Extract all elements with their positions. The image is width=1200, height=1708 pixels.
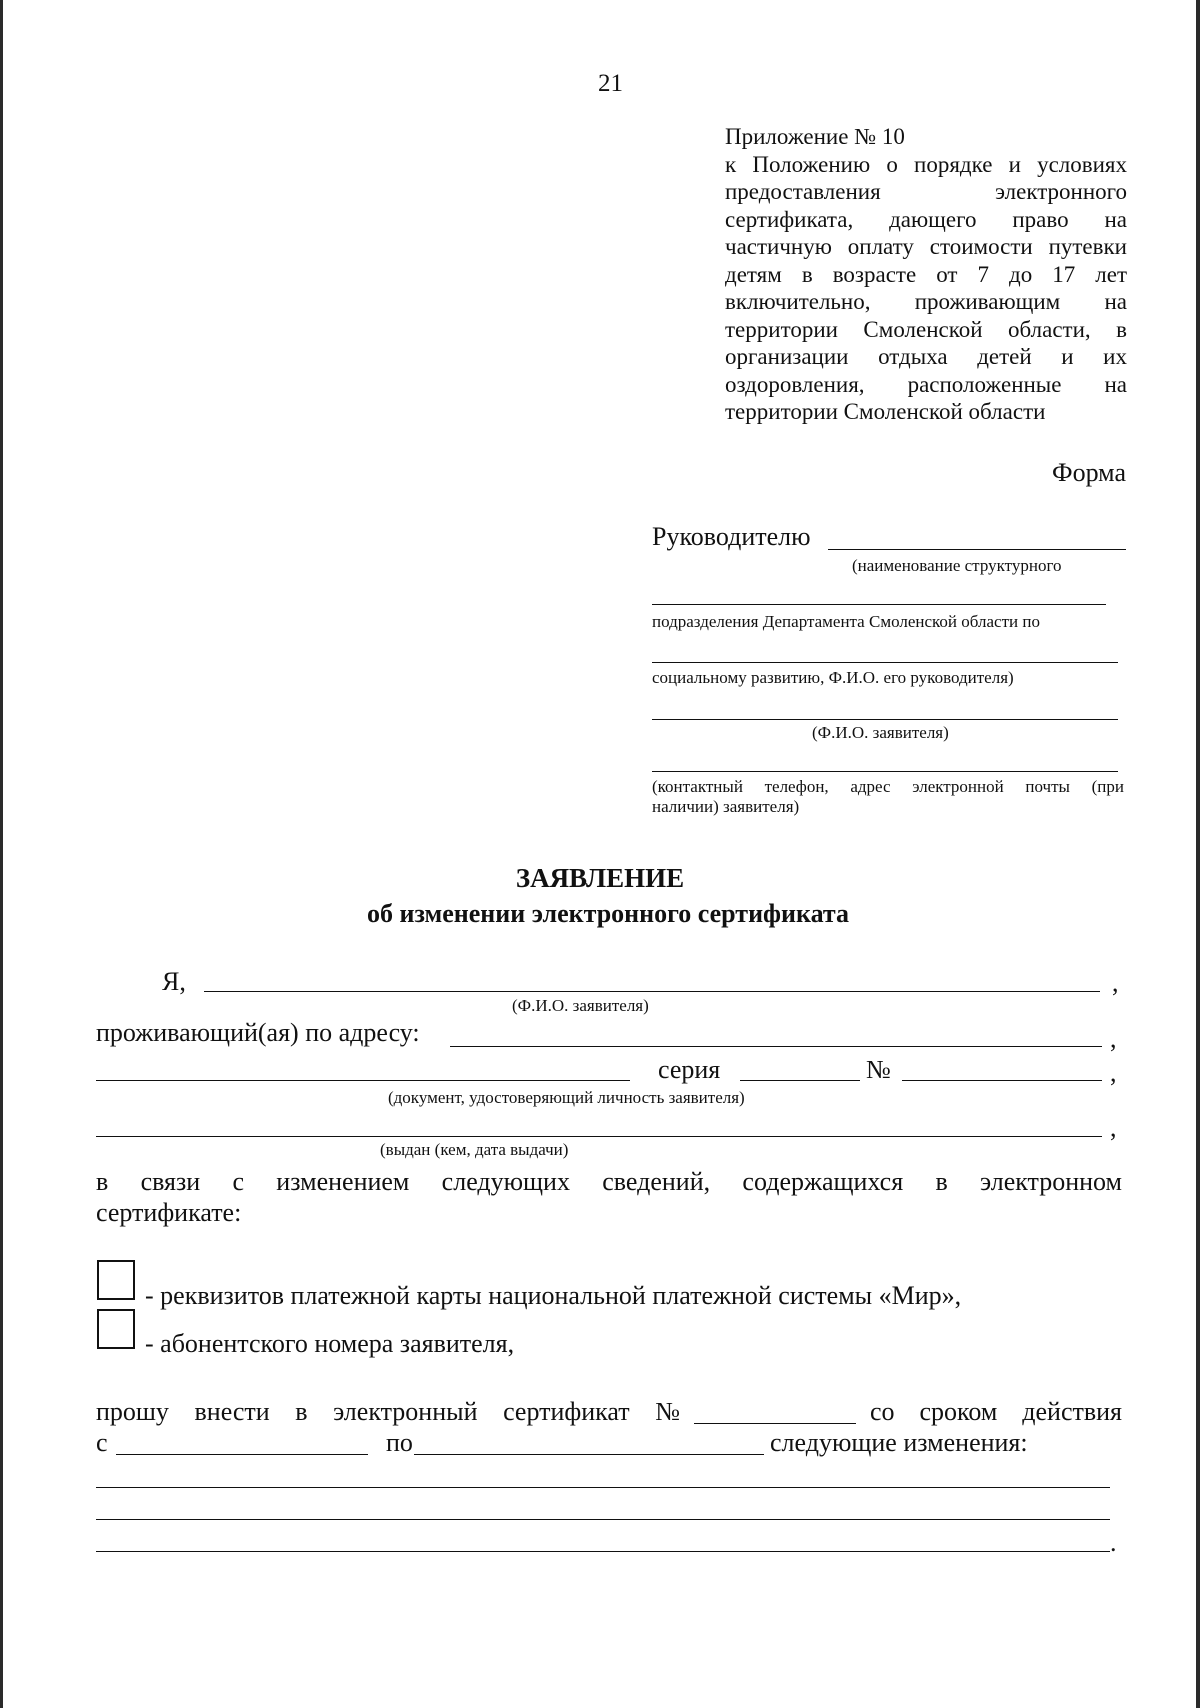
appendix-line: частичную оплату стоимости путевки: [725, 234, 1127, 259]
page-edge-right: [1196, 0, 1200, 1708]
appendix-line: включительно, проживающим на: [725, 289, 1127, 314]
applicant-name-line[interactable]: [652, 719, 1118, 720]
comma: ,: [1110, 1024, 1117, 1053]
issued-line[interactable]: [96, 1136, 1102, 1137]
i-label: Я,: [162, 967, 186, 996]
addressee-line[interactable]: [652, 662, 1118, 663]
document-line[interactable]: [96, 1080, 630, 1081]
addressee-hint: подразделения Департамента Смоленской области по: [652, 612, 1040, 631]
request-text: со сроком действия: [870, 1397, 1122, 1426]
request-text: прошу внести в электронный сертификат №: [96, 1397, 680, 1426]
to-label: по: [386, 1428, 413, 1457]
comma: ,: [1110, 1058, 1117, 1087]
issued-hint: (выдан (кем, дата выдачи): [380, 1140, 569, 1159]
from-date-line[interactable]: [116, 1454, 368, 1455]
changes-line[interactable]: [96, 1519, 1110, 1520]
address-label: проживающий(ая) по адресу:: [96, 1018, 420, 1047]
changes-line[interactable]: [96, 1551, 1110, 1552]
page-number: 21: [598, 70, 623, 97]
document-subtitle: об изменении электронного сертификата: [366, 899, 850, 928]
document-hint: (документ, удостоверяющий личность заявителя): [388, 1088, 745, 1107]
appendix-line: оздоровления, расположенные на: [725, 371, 1127, 397]
appendix-block: [725, 123, 1127, 426]
option-phone-checkbox[interactable]: [97, 1309, 135, 1349]
form-label: Форма: [1052, 458, 1126, 487]
contact-line[interactable]: [652, 771, 1118, 772]
addressee-line[interactable]: [828, 549, 1126, 550]
option-card-checkbox[interactable]: [97, 1260, 135, 1300]
series-line[interactable]: [740, 1080, 860, 1081]
reason-text: сертификате:: [96, 1198, 242, 1227]
comma: ,: [1112, 968, 1119, 997]
contact-hint: (контактный телефон, адрес электронной почты (при: [652, 777, 1124, 796]
certificate-number-line[interactable]: [694, 1423, 856, 1424]
from-label: с: [96, 1428, 108, 1457]
addressee-label: Руководителю: [652, 522, 811, 551]
reason-text: в связи с изменением следующих сведений, содержащихся в электронном: [96, 1167, 1122, 1196]
number-label: №: [866, 1055, 891, 1084]
appendix-line: территории Смоленской области, в: [725, 316, 1127, 342]
option-card-label: - реквизитов платежной карты национальной платежной системы «Мир»,: [145, 1281, 962, 1310]
addressee-hint: (наименование структурного: [852, 556, 1062, 575]
changes-label: следующие изменения:: [770, 1428, 1028, 1457]
comma: ,: [1110, 1113, 1117, 1142]
option-phone-label: - абонентского номера заявителя,: [145, 1329, 515, 1358]
fio-hint: (Ф.И.О. заявителя): [512, 996, 649, 1015]
appendix-line: детям в возрасте от 7 до 17 лет: [725, 261, 1127, 287]
applicant-name-hint: (Ф.И.О. заявителя): [812, 723, 949, 742]
address-line[interactable]: [450, 1046, 1102, 1047]
addressee-hint: социальному развитию, Ф.И.О. его руководителя): [652, 668, 1014, 687]
appendix-line: предоставления электронного: [725, 179, 1127, 204]
applicant-fio-line[interactable]: [204, 991, 1100, 992]
appendix-line: Приложение № 10: [725, 124, 905, 149]
changes-line[interactable]: [96, 1487, 1110, 1488]
appendix-line: сертификата, дающего право на: [725, 206, 1127, 232]
number-line[interactable]: [902, 1080, 1102, 1081]
to-date-line[interactable]: [414, 1454, 764, 1455]
appendix-line: к Положению о порядке и условиях: [725, 151, 1127, 177]
appendix-line: территории Смоленской области: [725, 399, 1046, 424]
contact-hint: наличии) заявителя): [652, 797, 800, 816]
page-edge-left: [0, 0, 3, 1708]
addressee-line[interactable]: [652, 604, 1106, 605]
period: .: [1110, 1528, 1117, 1557]
appendix-line: организации отдыха детей и их: [725, 344, 1127, 369]
document-title: ЗАЯВЛЕНИЕ: [515, 863, 685, 893]
series-label: серия: [658, 1055, 721, 1084]
